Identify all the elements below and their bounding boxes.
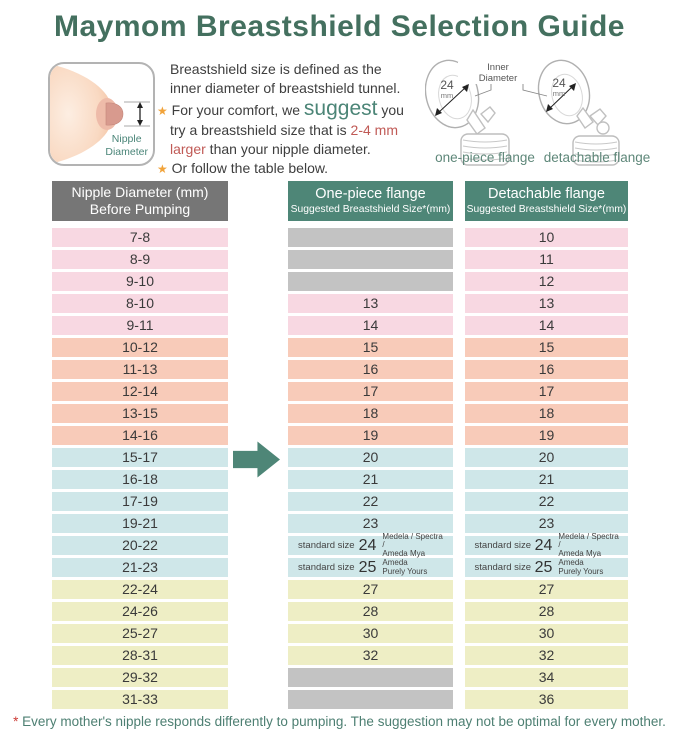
detachable-size-cell	[465, 558, 628, 577]
nipple-range-cell: 10-12	[52, 338, 228, 357]
nipple-range-cell: 31-33	[52, 690, 228, 709]
nipple-range-cell: 14-16	[52, 426, 228, 445]
nipple-range-cell: 29-32	[52, 668, 228, 687]
standard-size-label: standard size	[474, 540, 532, 551]
nipple-range-cell: 8-9	[52, 250, 228, 269]
one-piece-size-cell	[288, 558, 453, 577]
table-row	[52, 492, 628, 511]
column-gap	[228, 536, 288, 555]
column-gap	[453, 558, 465, 577]
column-gap	[228, 250, 288, 269]
size-value: 25	[534, 559, 553, 576]
table-row	[52, 646, 628, 665]
column-gap	[228, 668, 288, 687]
nipple-range-cell: 17-19	[52, 492, 228, 511]
intro-text	[157, 60, 404, 179]
one-piece-size-cell: 14	[288, 316, 453, 335]
table-row	[52, 338, 628, 357]
detachable-size-cell: 22	[465, 492, 628, 511]
standard-size-label: standard size	[474, 562, 532, 573]
detachable-size-cell: 27	[465, 580, 628, 599]
column-gap	[453, 272, 465, 291]
column-gap	[453, 448, 465, 467]
detachable-size-cell: 30	[465, 624, 628, 643]
one-piece-size-cell: 28	[288, 602, 453, 621]
detachable-size-cell: 23	[465, 514, 628, 533]
column-gap	[228, 360, 288, 379]
table-row	[52, 426, 628, 445]
column-gap	[453, 250, 465, 269]
one-piece-size-cell: 21	[288, 470, 453, 489]
column-gap	[453, 426, 465, 445]
one-piece-size-cell: 13	[288, 294, 453, 313]
table-row	[52, 624, 628, 643]
table-row	[52, 448, 628, 467]
one-piece-size-cell: 19	[288, 426, 453, 445]
table-row	[52, 514, 628, 533]
standard-size-label: standard size	[298, 562, 355, 573]
column-gap	[453, 404, 465, 423]
empty-cell	[288, 668, 453, 687]
size-value: 24	[534, 537, 553, 554]
header-one-piece-flange: One-piece flange Suggested Breastshield Size*(mm)	[288, 181, 453, 221]
intro-sentence: Breastshield size is defined as the inner diameter of breastshield tunnel.	[170, 61, 401, 96]
column-gap	[453, 536, 465, 555]
detachable-size-text: 24	[552, 76, 566, 90]
one-piece-size-cell: 22	[288, 492, 453, 511]
footnote: * Every mother's nipple responds differently to pumping. The suggestion may not be optimal for every mother.	[13, 714, 666, 729]
empty-cell	[288, 690, 453, 709]
column-gap	[453, 690, 465, 709]
column-gap	[228, 316, 288, 335]
one-piece-size-cell: 20	[288, 448, 453, 467]
table-row	[52, 272, 628, 291]
column-gap	[453, 624, 465, 643]
column-gap	[228, 558, 288, 577]
column-gap	[228, 580, 288, 599]
nipple-range-cell: 13-15	[52, 404, 228, 423]
column-gap	[453, 316, 465, 335]
column-gap	[453, 580, 465, 599]
nipple-range-cell: 8-10	[52, 294, 228, 313]
column-gap	[453, 360, 465, 379]
nipple-range-cell: 16-18	[52, 470, 228, 489]
svg-text:mm: mm	[440, 91, 454, 100]
nipple-diameter-illustration	[48, 62, 155, 166]
column-gap	[228, 690, 288, 709]
one-piece-size-cell: 17	[288, 382, 453, 401]
one-piece-size-cell: 32	[288, 646, 453, 665]
nipple-range-cell: 11-13	[52, 360, 228, 379]
detachable-size-cell: 28	[465, 602, 628, 621]
column-gap	[453, 514, 465, 533]
table-row	[52, 558, 628, 577]
one-piece-size-cell: 18	[288, 404, 453, 423]
nipple-range-cell: 9-10	[52, 272, 228, 291]
table-row	[52, 360, 628, 379]
empty-cell	[288, 228, 453, 247]
nipple-range-cell: 21-23	[52, 558, 228, 577]
column-gap	[228, 294, 288, 313]
nipple-range-cell: 20-22	[52, 536, 228, 555]
detachable-size-cell: 14	[465, 316, 628, 335]
intro-bullet-2: ★ Or follow the table below.	[157, 160, 329, 176]
column-gap	[453, 382, 465, 401]
table-row	[52, 470, 628, 489]
nipple-range-cell: 15-17	[52, 448, 228, 467]
star-icon: ★	[157, 104, 168, 118]
table-row	[52, 404, 628, 423]
detachable-size-cell: 18	[465, 404, 628, 423]
table-row	[52, 690, 628, 709]
column-gap	[228, 492, 288, 511]
column-gap	[228, 338, 288, 357]
table-row	[52, 580, 628, 599]
one-piece-size-cell	[288, 531, 453, 558]
column-gap	[228, 228, 288, 247]
column-gap	[228, 646, 288, 665]
detachable-size-cell: 13	[465, 294, 628, 313]
detachable-size-cell: 15	[465, 338, 628, 357]
detachable-size-cell: 32	[465, 646, 628, 665]
column-gap	[453, 338, 465, 357]
nipple-range-cell: 9-11	[52, 316, 228, 335]
nipple-range-cell: 25-27	[52, 624, 228, 643]
size-value: 24	[358, 537, 377, 554]
nipple-diameter-label: Nipple Diameter	[105, 133, 148, 158]
detachable-flange-caption: detachable flange	[543, 150, 651, 165]
nipple-range-cell: 22-24	[52, 580, 228, 599]
column-gap	[453, 294, 465, 313]
header-nipple-diameter: Nipple Diameter (mm) Before Pumping	[52, 181, 228, 221]
table-row	[52, 228, 628, 247]
brand-names: Ameda Purely Yours	[558, 558, 604, 576]
detachable-size-cell: 34	[465, 668, 628, 687]
column-gap	[228, 382, 288, 401]
detachable-size-cell: 17	[465, 382, 628, 401]
suggest-highlight: suggest	[303, 97, 378, 120]
nipple-range-cell: 7-8	[52, 228, 228, 247]
column-gap	[228, 514, 288, 533]
detachable-size-cell: 10	[465, 228, 628, 247]
column-gap	[453, 668, 465, 687]
detachable-size-cell	[465, 531, 628, 558]
detachable-size-cell: 36	[465, 690, 628, 709]
detachable-size-cell: 20	[465, 448, 628, 467]
brand-names: Ameda Purely Yours	[382, 558, 428, 576]
table-row	[52, 602, 628, 621]
one-piece-size-cell: 15	[288, 338, 453, 357]
table-row	[52, 250, 628, 269]
one-piece-size-cell: 27	[288, 580, 453, 599]
column-gap	[228, 624, 288, 643]
page-title: Maymom Breastshield Selection Guide	[54, 10, 625, 43]
detachable-size-cell: 12	[465, 272, 628, 291]
column-gap	[453, 492, 465, 511]
one-piece-size-cell: 30	[288, 624, 453, 643]
nipple-range-cell: 28-31	[52, 646, 228, 665]
header-detachable-flange: Detachable flange Suggested Breastshield Size*(mm)	[465, 181, 628, 221]
standard-size-label: standard size	[298, 540, 355, 551]
column-gap	[228, 404, 288, 423]
column-gap	[453, 602, 465, 621]
detachable-size-cell: 19	[465, 426, 628, 445]
nipple-range-cell: 12-14	[52, 382, 228, 401]
detachable-size-cell: 21	[465, 470, 628, 489]
brand-names: Medela / Spectra / Ameda Mya	[558, 531, 619, 558]
inner-diameter-label: Inner Diameter	[458, 62, 538, 84]
column-gap	[453, 470, 465, 489]
table-row	[52, 668, 628, 687]
table-row	[52, 382, 628, 401]
nipple-range-cell: 19-21	[52, 514, 228, 533]
column-gap	[453, 646, 465, 665]
one-piece-flange-caption: one-piece flange	[435, 150, 535, 165]
table-row	[52, 531, 628, 558]
table-row	[52, 294, 628, 313]
one-piece-size-cell: 23	[288, 514, 453, 533]
table-row	[52, 316, 628, 335]
asterisk-icon: *	[13, 714, 19, 729]
intro-bullet-1: ★ For your comfort, we suggest you try a breastshield size that is 2-4 mm larger than your nipple diameter.	[157, 97, 404, 157]
star-icon: ★	[157, 162, 168, 176]
detachable-size-cell: 16	[465, 360, 628, 379]
one-piece-size-text: 24	[440, 78, 454, 92]
size-value: 25	[358, 559, 377, 576]
empty-cell	[288, 272, 453, 291]
svg-text:mm: mm	[552, 89, 566, 98]
nipple-range-cell: 24-26	[52, 602, 228, 621]
brand-names: Medela / Spectra / Ameda Mya	[382, 531, 443, 558]
one-piece-size-cell: 16	[288, 360, 453, 379]
detachable-size-cell: 11	[465, 250, 628, 269]
column-gap	[228, 602, 288, 621]
size-table	[52, 228, 628, 712]
column-gap	[453, 228, 465, 247]
column-gap	[228, 272, 288, 291]
empty-cell	[288, 250, 453, 269]
